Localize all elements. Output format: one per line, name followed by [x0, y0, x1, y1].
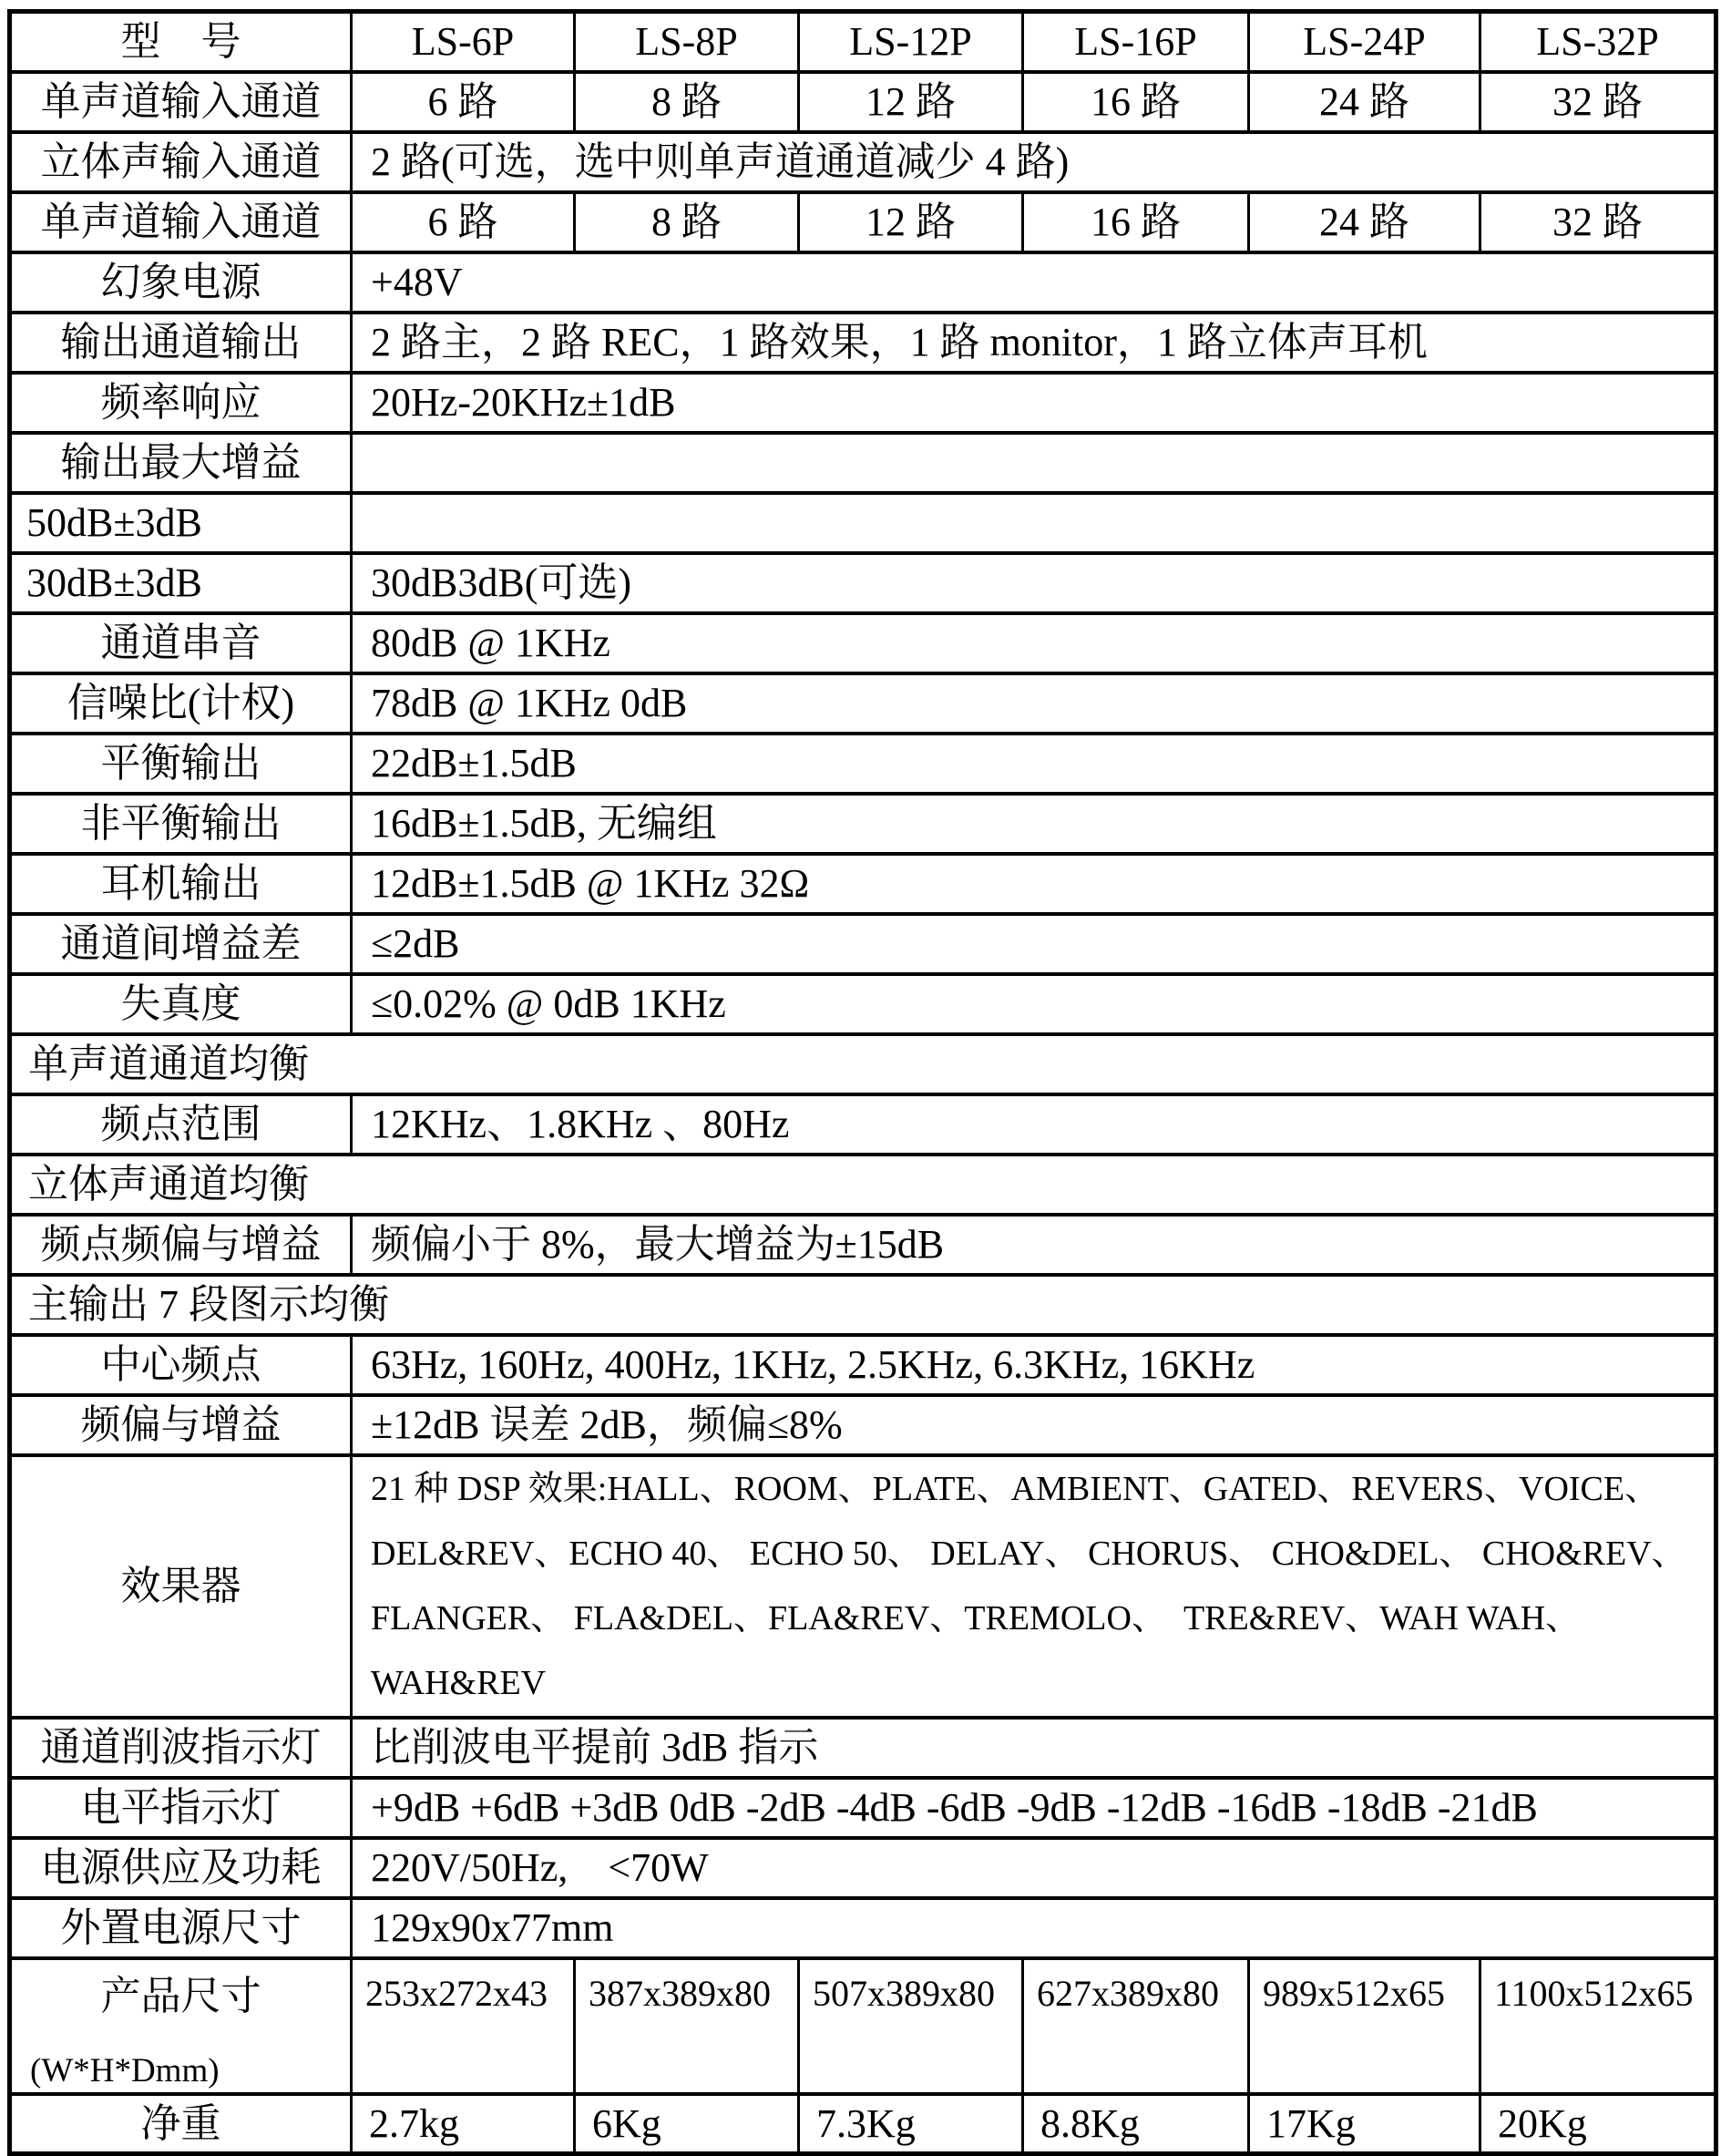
- spec-row: [10, 252, 1716, 313]
- spec-label: 净重: [10, 2094, 352, 2154]
- spec-row: [10, 974, 1716, 1034]
- spec-cell: 24 路: [1249, 192, 1480, 252]
- spec-label: 效果器: [10, 1455, 352, 1718]
- spec-row: [10, 613, 1716, 673]
- model-name-cell: LS-12P: [799, 12, 1023, 72]
- spec-label: 信噪比(计权): [10, 673, 352, 734]
- model-name-cell: LS-6P: [352, 12, 575, 72]
- spec-label: 输出通道输出: [10, 313, 352, 373]
- spec-value: 20Hz-20KHz±1dB: [352, 373, 1716, 433]
- spec-value: 30dB3dB(可选): [352, 553, 1716, 613]
- spec-cell: 32 路: [1480, 72, 1716, 132]
- spec-value: 80dB @ 1KHz: [352, 613, 1716, 673]
- spec-value: 比削波电平提前 3dB 指示: [352, 1718, 1716, 1778]
- spec-label: 幻象电源: [10, 252, 352, 313]
- spec-row: [10, 1718, 1716, 1778]
- spec-cell: 16 路: [1023, 192, 1249, 252]
- model-name-cell: LS-24P: [1249, 12, 1480, 72]
- spec-value: 12KHz、1.8KHz 、80Hz: [352, 1094, 1716, 1155]
- spec-label-line1: 产品尺寸: [100, 1973, 261, 2018]
- section-label: 主输出 7 段图示均衡: [10, 1275, 1716, 1335]
- spec-label: 单声道输入通道: [10, 192, 352, 252]
- spec-label: 失真度: [10, 974, 352, 1034]
- spec-value: 12dB±1.5dB @ 1KHz 32Ω: [352, 854, 1716, 914]
- spec-cell: 387x389x80: [575, 1958, 799, 2094]
- spec-row: [10, 12, 1716, 72]
- spec-row: [10, 1958, 1716, 2094]
- spec-value: ±12dB 误差 2dB，频偏≤8%: [352, 1395, 1716, 1455]
- spec-value: ≤2dB: [352, 914, 1716, 974]
- spec-value: 63Hz, 160Hz, 400Hz, 1KHz, 2.5KHz, 6.3KHz, 16KHz: [352, 1335, 1716, 1395]
- spec-label: 型 号: [10, 12, 352, 72]
- spec-label: 50dB±3dB: [10, 493, 352, 553]
- spec-row: [10, 1094, 1716, 1155]
- model-name-cell: LS-8P: [575, 12, 799, 72]
- spec-label: 输出最大增益: [10, 433, 352, 493]
- spec-cell: 6 路: [352, 72, 575, 132]
- spec-label-line2: (W*H*Dmm): [30, 2051, 220, 2089]
- spec-value: ≤0.02% @ 0dB 1KHz: [352, 974, 1716, 1034]
- spec-row: [10, 192, 1716, 252]
- spec-label: 外置电源尺寸: [10, 1898, 352, 1958]
- spec-table: [7, 9, 1718, 2156]
- spec-row: [10, 2094, 1716, 2154]
- spec-cell: 8.8Kg: [1023, 2094, 1249, 2154]
- spec-cell: 989x512x65: [1249, 1958, 1480, 2094]
- spec-cell: 253x272x43: [352, 1958, 575, 2094]
- spec-row: [10, 1215, 1716, 1275]
- spec-cell: 17Kg: [1249, 2094, 1480, 2154]
- spec-value: [352, 493, 1716, 553]
- spec-value: 2 路主，2 路 REC，1 路效果，1 路 monitor，1 路立体声耳机: [352, 313, 1716, 373]
- spec-cell: 8 路: [575, 192, 799, 252]
- spec-cell: 7.3Kg: [799, 2094, 1023, 2154]
- spec-value: 21 种 DSP 效果:HALL、ROOM、PLATE、AMBIENT、GATED、REVERS、VOICE、DEL&REV、ECHO 40、 ECHO 50、 DELAY、 CHORUS、 CHO&DEL、 CHO&REV、 FLANGER、 FLA&DEL、FLA&REV、TREMOLO、 TRE&REV、WAH WAH、WAH&REV: [352, 1455, 1716, 1718]
- spec-row: [10, 493, 1716, 553]
- spec-row: [10, 313, 1716, 373]
- spec-cell: 6 路: [352, 192, 575, 252]
- spec-row: [10, 1778, 1716, 1838]
- spec-label: 中心频点: [10, 1335, 352, 1395]
- spec-label: 电平指示灯: [10, 1778, 352, 1838]
- spec-row: [10, 373, 1716, 433]
- spec-table-body: [10, 12, 1716, 2154]
- spec-cell: 16 路: [1023, 72, 1249, 132]
- spec-label: 频偏与增益: [10, 1395, 352, 1455]
- spec-label: 频点范围: [10, 1094, 352, 1155]
- spec-cell: 1100x512x65: [1480, 1958, 1716, 2094]
- spec-row: [10, 914, 1716, 974]
- spec-row: [10, 1838, 1716, 1898]
- spec-label: 30dB±3dB: [10, 553, 352, 613]
- model-name-cell: LS-32P: [1480, 12, 1716, 72]
- spec-label: [10, 1958, 352, 2094]
- spec-value: 220V/50Hz, <70W: [352, 1838, 1716, 1898]
- spec-value: 78dB @ 1KHz 0dB: [352, 673, 1716, 734]
- spec-row: [10, 1395, 1716, 1455]
- spec-row: [10, 553, 1716, 613]
- spec-label: 平衡输出: [10, 734, 352, 794]
- spec-cell: 24 路: [1249, 72, 1480, 132]
- spec-cell: 6Kg: [575, 2094, 799, 2154]
- section-label: 立体声通道均衡: [10, 1155, 1716, 1215]
- spec-value: 129x90x77mm: [352, 1898, 1716, 1958]
- spec-label: 非平衡输出: [10, 794, 352, 854]
- spec-cell: 2.7kg: [352, 2094, 575, 2154]
- spec-label: 立体声输入通道: [10, 132, 352, 192]
- spec-cell: 20Kg: [1480, 2094, 1716, 2154]
- spec-row: [10, 433, 1716, 493]
- spec-label: 频点频偏与增益: [10, 1215, 352, 1275]
- spec-cell: 507x389x80: [799, 1958, 1023, 2094]
- spec-value: 频偏小于 8%，最大增益为±15dB: [352, 1215, 1716, 1275]
- spec-label: 频率响应: [10, 373, 352, 433]
- spec-label: 通道间增益差: [10, 914, 352, 974]
- spec-cell: 12 路: [799, 192, 1023, 252]
- spec-value: 2 路(可选，选中则单声道通道减少 4 路): [352, 132, 1716, 192]
- spec-row: [10, 1335, 1716, 1395]
- spec-row: [10, 1155, 1716, 1215]
- spec-row: [10, 72, 1716, 132]
- spec-cell: 32 路: [1480, 192, 1716, 252]
- spec-row: [10, 673, 1716, 734]
- spec-row: [10, 794, 1716, 854]
- spec-value: 22dB±1.5dB: [352, 734, 1716, 794]
- spec-row: [10, 734, 1716, 794]
- spec-label: 通道串音: [10, 613, 352, 673]
- spec-row: [10, 1034, 1716, 1094]
- spec-value: [352, 433, 1716, 493]
- spec-row: [10, 132, 1716, 192]
- spec-value: 16dB±1.5dB, 无编组: [352, 794, 1716, 854]
- spec-value: +48V: [352, 252, 1716, 313]
- spec-label: 电源供应及功耗: [10, 1838, 352, 1898]
- spec-row: [10, 1455, 1716, 1718]
- section-label: 单声道通道均衡: [10, 1034, 1716, 1094]
- spec-label: 通道削波指示灯: [10, 1718, 352, 1778]
- model-name-cell: LS-16P: [1023, 12, 1249, 72]
- spec-row: [10, 1275, 1716, 1335]
- spec-value: +9dB +6dB +3dB 0dB -2dB -4dB -6dB -9dB -12dB -16dB -18dB -21dB: [352, 1778, 1716, 1838]
- spec-cell: 8 路: [575, 72, 799, 132]
- spec-cell: 12 路: [799, 72, 1023, 132]
- spec-label: 单声道输入通道: [10, 72, 352, 132]
- spec-row: [10, 854, 1716, 914]
- spec-cell: 627x389x80: [1023, 1958, 1249, 2094]
- spec-row: [10, 1898, 1716, 1958]
- spec-label: 耳机输出: [10, 854, 352, 914]
